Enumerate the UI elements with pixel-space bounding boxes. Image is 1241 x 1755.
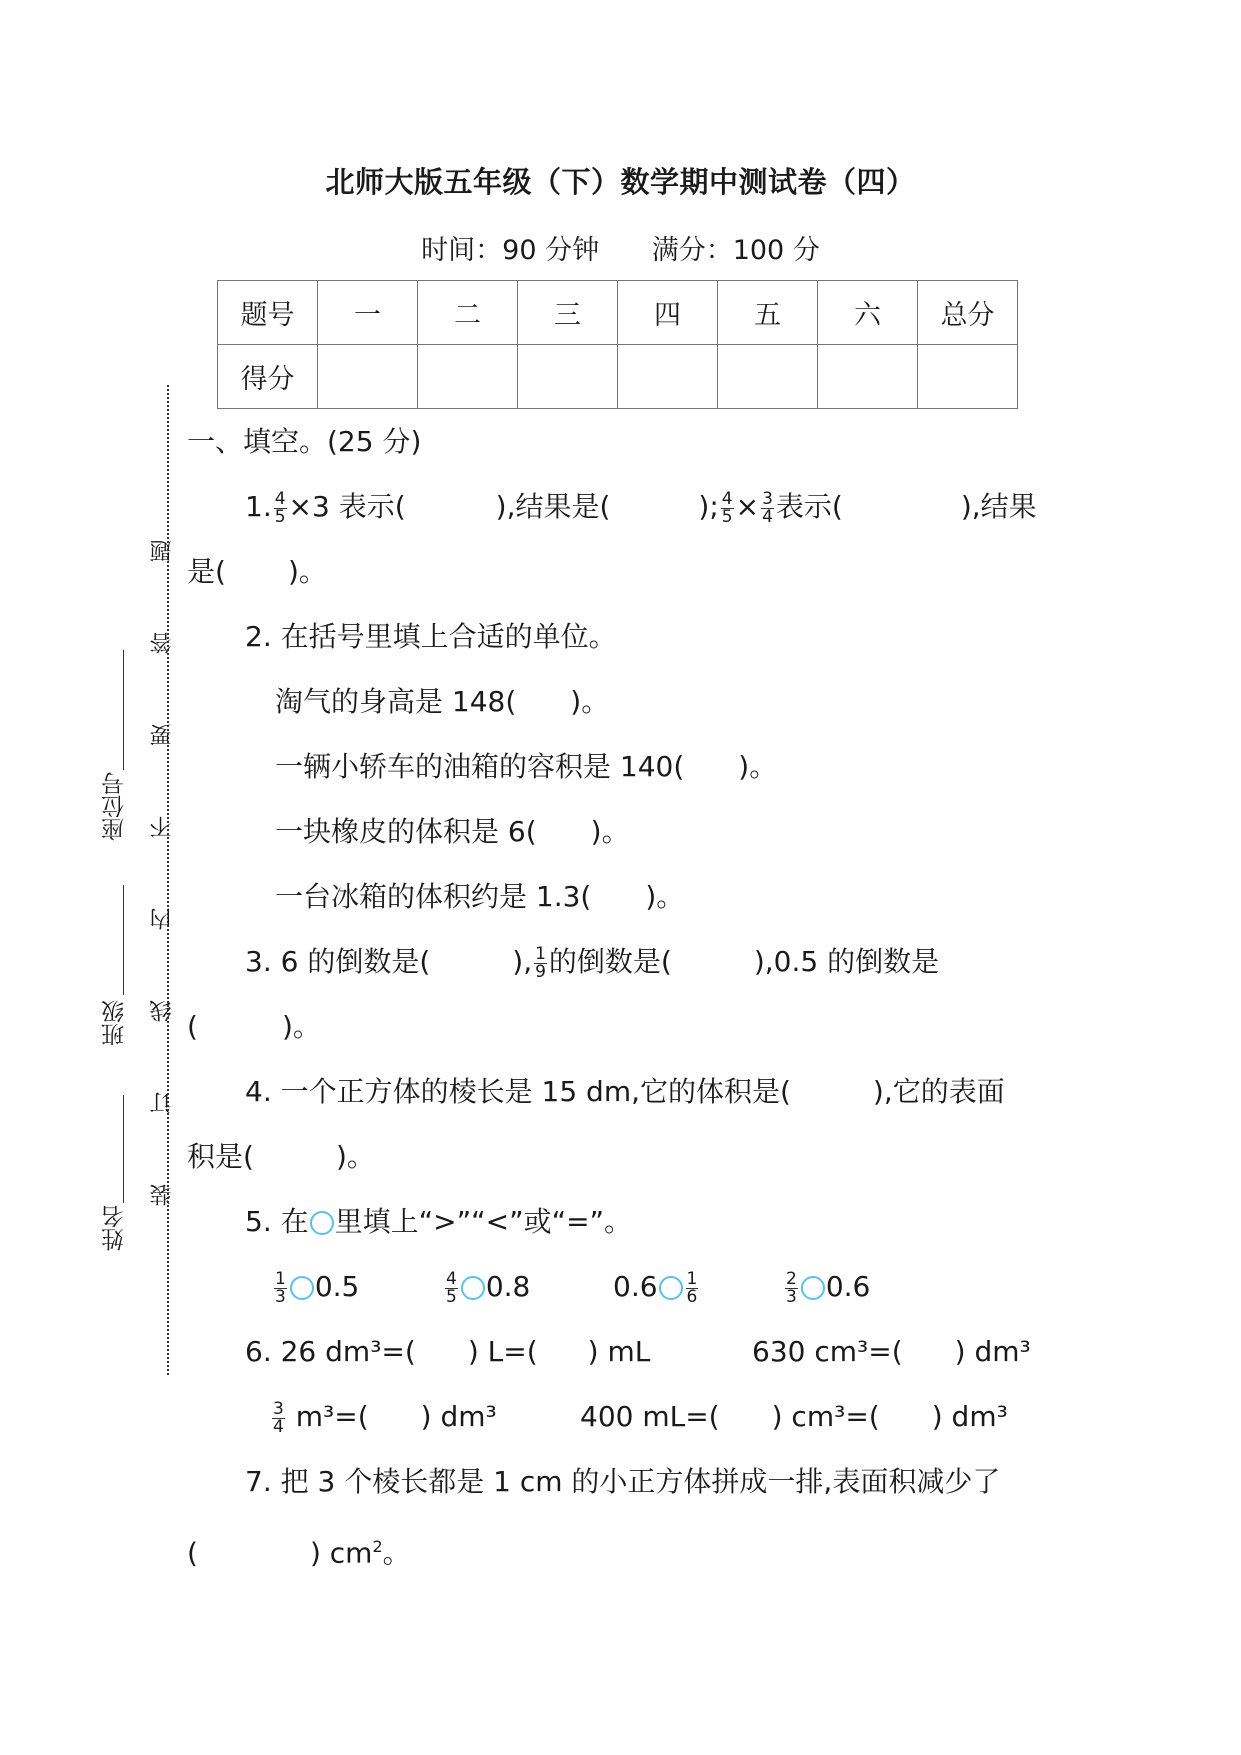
seal-char: 要 (150, 724, 175, 746)
score-cell[interactable] (618, 345, 718, 409)
question-2-item: 一台冰箱的体积约是 1.3( )。 (275, 880, 685, 913)
seal-char: 内 (150, 908, 175, 930)
question-2-item: 淘气的身高是 148( )。 (275, 685, 610, 718)
score-header-cell: 五 (718, 281, 818, 345)
question-6-line2b: 400 mL=( ) cm³=( ) dm³ (580, 1400, 1008, 1433)
question-6-line2: $\frac{3}{4}$ m³=( ) dm³ (273, 1398, 497, 1437)
fraction: $\frac{1}{9}$ (535, 943, 546, 982)
seal-char: 不 (150, 816, 175, 838)
seal-char: 订 (150, 1092, 175, 1114)
question-5-item: $\frac{1}{3}$ 0.5 (275, 1268, 360, 1307)
score-cell[interactable] (818, 345, 918, 409)
score-header-cell: 一 (318, 281, 418, 345)
fraction: $\frac{4}{5}$ (274, 488, 286, 527)
binding-dotted-line (167, 385, 169, 1375)
question-5-item: $\frac{4}{5}$ 0.8 (446, 1268, 531, 1307)
score-header-cell: 六 (818, 281, 918, 345)
fraction: $\frac{1}{6}$ (686, 1268, 698, 1307)
question-2-stem: 2. 在括号里填上合适的单位。 (245, 620, 617, 653)
question-6-line1b: 630 cm³=( ) dm³ (752, 1335, 1031, 1368)
seat-number-field[interactable] (123, 650, 124, 770)
name-field[interactable] (123, 1095, 124, 1203)
question-4-line1: 4. 一个正方体的棱长是 15 dm,它的体积是( ),它的表面 (245, 1075, 1005, 1108)
question-1-line2: 是( )。 (187, 555, 327, 588)
class-label: 班级 (102, 1000, 128, 1046)
question-7-line2: ( ) $cm^2$。 (187, 1536, 411, 1570)
compare-circle-icon[interactable] (290, 1276, 314, 1300)
question-5-item: 0.6 $\frac{1}{6}$ (613, 1268, 698, 1307)
name-label: 姓名 (102, 1205, 128, 1251)
question-7-line1: 7. 把 3 个棱长都是 1 cm 的小正方体拼成一排,表面积减少了 (245, 1465, 1001, 1498)
question-2-item: 一辆小轿车的油箱的容积是 140( )。 (275, 750, 778, 783)
score-cell[interactable] (718, 345, 818, 409)
score-cell[interactable] (518, 345, 618, 409)
class-field[interactable] (123, 885, 124, 995)
fraction: $\frac{4}{5}$ (446, 1268, 457, 1307)
section-heading: 一、填空。(25 分) (187, 425, 422, 458)
question-5-item: $\frac{2}{3}$ 0.6 (786, 1268, 871, 1307)
score-header-cell: 二 (418, 281, 518, 345)
seal-char: 答 (150, 632, 175, 654)
compare-circle-icon[interactable] (801, 1276, 825, 1300)
exam-info (0, 228, 1241, 267)
score-cell[interactable] (918, 345, 1018, 409)
fraction: $\frac{4}{5}$ (721, 488, 733, 527)
exam-time: 时间：90 分钟 (421, 235, 600, 266)
exam-full-score: 满分：100 分 (651, 235, 820, 266)
seal-char: 题 (150, 540, 175, 562)
question-1-line1: 1. $\frac{4}{5}$ ×3 表示( ),结果是( ); $\frac{4}{5}$ × $\frac{3}{4}$ 表示( ),结果 (245, 488, 1037, 527)
score-table-score-row (218, 345, 1018, 409)
seal-char: 线 (150, 1000, 175, 1022)
page-title: 北师大版五年级（下）数学期中测试卷（四） (325, 165, 916, 199)
score-cell[interactable] (418, 345, 518, 409)
score-table (217, 280, 1018, 409)
score-header-cell: 总分 (918, 281, 1018, 345)
compare-circle-icon[interactable] (659, 1276, 683, 1300)
seal-char: 装 (150, 1184, 175, 1206)
fraction: $\frac{3}{4}$ (762, 488, 773, 527)
compare-circle-icon[interactable] (461, 1276, 485, 1300)
score-header-cell: 题号 (218, 281, 318, 345)
score-table-header-row (218, 281, 1018, 345)
question-4-line2: 积是( )。 (187, 1140, 375, 1173)
fraction: $\frac{3}{4}$ (273, 1398, 284, 1437)
seat-number-label: 座位号 (102, 772, 128, 841)
score-header-cell: 四 (618, 281, 718, 345)
fraction: $\frac{1}{3}$ (275, 1268, 286, 1307)
question-5-stem: 5. 在 里填上“>”“<”或“=”。 (245, 1205, 633, 1238)
score-row-label: 得分 (218, 345, 318, 409)
score-header-cell: 三 (518, 281, 618, 345)
question-6-line1: 6. 26 dm³=( ) L=( ) mL (245, 1335, 651, 1368)
question-3-line1: 3. 6 的倒数是( ), $\frac{1}{9}$ 的倒数是( ),0.5 的倒数是 (245, 943, 940, 982)
fraction: $\frac{2}{3}$ (786, 1268, 797, 1307)
compare-circle-icon (310, 1211, 334, 1235)
question-2-item: 一块橡皮的体积是 6( )。 (275, 815, 630, 848)
question-3-line2: ( )。 (187, 1010, 321, 1043)
score-cell[interactable] (318, 345, 418, 409)
